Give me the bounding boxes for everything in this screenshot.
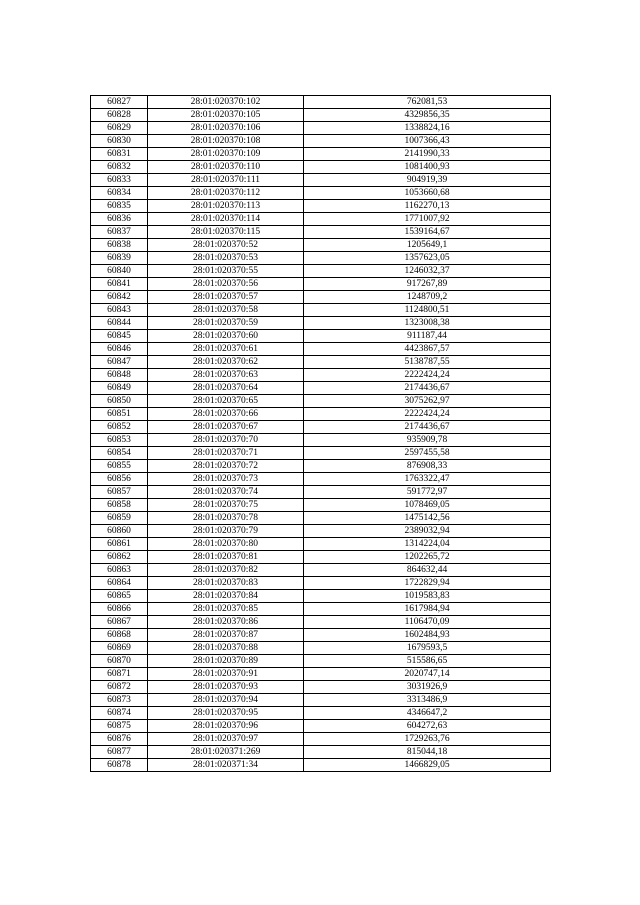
table-row bbox=[91, 200, 551, 213]
table-row bbox=[91, 694, 551, 707]
cadastral-number-cell: 28:01:020371:269 bbox=[148, 746, 304, 759]
value-cell: 1679593,5 bbox=[304, 642, 551, 655]
cadastral-number-cell: 28:01:020370:60 bbox=[148, 330, 304, 343]
cadastral-number-cell: 28:01:020370:78 bbox=[148, 512, 304, 525]
cadastral-number-cell: 28:01:020370:96 bbox=[148, 720, 304, 733]
table-row bbox=[91, 629, 551, 642]
value-cell: 911187,44 bbox=[304, 330, 551, 343]
table-row bbox=[91, 551, 551, 564]
value-cell: 1475142,56 bbox=[304, 512, 551, 525]
table-row bbox=[91, 395, 551, 408]
value-cell: 591772,97 bbox=[304, 486, 551, 499]
row-number-cell: 60877 bbox=[91, 746, 148, 759]
table-row bbox=[91, 122, 551, 135]
cadastral-number-cell: 28:01:020370:52 bbox=[148, 239, 304, 252]
row-number-cell: 60849 bbox=[91, 382, 148, 395]
row-number-cell: 60844 bbox=[91, 317, 148, 330]
cadastral-number-cell: 28:01:020370:59 bbox=[148, 317, 304, 330]
value-cell: 1602484,93 bbox=[304, 629, 551, 642]
cadastral-number-cell: 28:01:020370:105 bbox=[148, 109, 304, 122]
cadastral-number-cell: 28:01:020370:93 bbox=[148, 681, 304, 694]
row-number-cell: 60857 bbox=[91, 486, 148, 499]
value-cell: 1019583,83 bbox=[304, 590, 551, 603]
row-number-cell: 60831 bbox=[91, 148, 148, 161]
table-row bbox=[91, 382, 551, 395]
value-cell: 2141990,33 bbox=[304, 148, 551, 161]
cadastral-number-cell: 28:01:020370:71 bbox=[148, 447, 304, 460]
row-number-cell: 60856 bbox=[91, 473, 148, 486]
row-number-cell: 60828 bbox=[91, 109, 148, 122]
row-number-cell: 60830 bbox=[91, 135, 148, 148]
cadastral-number-cell: 28:01:020370:82 bbox=[148, 564, 304, 577]
cadastral-number-cell: 28:01:020370:63 bbox=[148, 369, 304, 382]
value-cell: 2174436,67 bbox=[304, 421, 551, 434]
table-row bbox=[91, 538, 551, 551]
row-number-cell: 60863 bbox=[91, 564, 148, 577]
row-number-cell: 60852 bbox=[91, 421, 148, 434]
table-row bbox=[91, 603, 551, 616]
cadastral-number-cell: 28:01:020370:89 bbox=[148, 655, 304, 668]
row-number-cell: 60859 bbox=[91, 512, 148, 525]
value-cell: 1202265,72 bbox=[304, 551, 551, 564]
cadastral-number-cell: 28:01:020370:83 bbox=[148, 577, 304, 590]
cadastral-number-cell: 28:01:020370:95 bbox=[148, 707, 304, 720]
value-cell: 2222424,24 bbox=[304, 369, 551, 382]
value-cell: 935909,78 bbox=[304, 434, 551, 447]
row-number-cell: 60846 bbox=[91, 343, 148, 356]
value-cell: 1771007,92 bbox=[304, 213, 551, 226]
row-number-cell: 60865 bbox=[91, 590, 148, 603]
table-row bbox=[91, 369, 551, 382]
table-row bbox=[91, 525, 551, 538]
value-cell: 3313486,9 bbox=[304, 694, 551, 707]
cadastral-number-cell: 28:01:020370:65 bbox=[148, 395, 304, 408]
cadastral-number-cell: 28:01:020370:62 bbox=[148, 356, 304, 369]
value-cell: 917267,89 bbox=[304, 278, 551, 291]
table-row bbox=[91, 330, 551, 343]
row-number-cell: 60839 bbox=[91, 252, 148, 265]
row-number-cell: 60836 bbox=[91, 213, 148, 226]
cadastral-number-cell: 28:01:020371:34 bbox=[148, 759, 304, 772]
table-row bbox=[91, 460, 551, 473]
value-cell: 1314224,04 bbox=[304, 538, 551, 551]
row-number-cell: 60864 bbox=[91, 577, 148, 590]
value-cell: 762081,53 bbox=[304, 96, 551, 109]
value-cell: 1338824,16 bbox=[304, 122, 551, 135]
cadastral-number-cell: 28:01:020370:102 bbox=[148, 96, 304, 109]
table-row bbox=[91, 642, 551, 655]
cadastral-number-cell: 28:01:020370:85 bbox=[148, 603, 304, 616]
table-row bbox=[91, 473, 551, 486]
table-row bbox=[91, 512, 551, 525]
value-cell: 1162270,13 bbox=[304, 200, 551, 213]
cadastral-number-cell: 28:01:020370:88 bbox=[148, 642, 304, 655]
table-row bbox=[91, 434, 551, 447]
table-row bbox=[91, 733, 551, 746]
value-cell: 4346647,2 bbox=[304, 707, 551, 720]
row-number-cell: 60868 bbox=[91, 629, 148, 642]
value-cell: 1539164,67 bbox=[304, 226, 551, 239]
cadastral-number-cell: 28:01:020370:73 bbox=[148, 473, 304, 486]
table-row bbox=[91, 109, 551, 122]
value-cell: 1357623,05 bbox=[304, 252, 551, 265]
table-row bbox=[91, 499, 551, 512]
value-cell: 1007366,43 bbox=[304, 135, 551, 148]
cadastral-number-cell: 28:01:020370:91 bbox=[148, 668, 304, 681]
table-row bbox=[91, 226, 551, 239]
row-number-cell: 60860 bbox=[91, 525, 148, 538]
cadastral-number-cell: 28:01:020370:110 bbox=[148, 161, 304, 174]
cadastral-number-cell: 28:01:020370:53 bbox=[148, 252, 304, 265]
table-row bbox=[91, 343, 551, 356]
row-number-cell: 60858 bbox=[91, 499, 148, 512]
table-row bbox=[91, 148, 551, 161]
table-row bbox=[91, 564, 551, 577]
value-cell: 2597455,58 bbox=[304, 447, 551, 460]
table-row bbox=[91, 252, 551, 265]
value-cell: 1763322,47 bbox=[304, 473, 551, 486]
row-number-cell: 60861 bbox=[91, 538, 148, 551]
value-cell: 1106470,09 bbox=[304, 616, 551, 629]
value-cell: 1729263,76 bbox=[304, 733, 551, 746]
row-number-cell: 60832 bbox=[91, 161, 148, 174]
cadastral-number-cell: 28:01:020370:108 bbox=[148, 135, 304, 148]
cadastral-number-cell: 28:01:020370:106 bbox=[148, 122, 304, 135]
row-number-cell: 60848 bbox=[91, 369, 148, 382]
value-cell: 1248709,2 bbox=[304, 291, 551, 304]
cadastral-number-cell: 28:01:020370:74 bbox=[148, 486, 304, 499]
value-cell: 1617984,94 bbox=[304, 603, 551, 616]
table-row bbox=[91, 213, 551, 226]
cadastral-number-cell: 28:01:020370:109 bbox=[148, 148, 304, 161]
value-cell: 2222424,24 bbox=[304, 408, 551, 421]
row-number-cell: 60873 bbox=[91, 694, 148, 707]
table-row bbox=[91, 759, 551, 772]
value-cell: 4423867,57 bbox=[304, 343, 551, 356]
cadastral-number-cell: 28:01:020370:70 bbox=[148, 434, 304, 447]
row-number-cell: 60843 bbox=[91, 304, 148, 317]
cadastral-number-cell: 28:01:020370:61 bbox=[148, 343, 304, 356]
value-cell: 904919,39 bbox=[304, 174, 551, 187]
table-row bbox=[91, 707, 551, 720]
cadastral-number-cell: 28:01:020370:94 bbox=[148, 694, 304, 707]
value-cell: 1124800,51 bbox=[304, 304, 551, 317]
value-cell: 1246032,37 bbox=[304, 265, 551, 278]
table-row bbox=[91, 187, 551, 200]
row-number-cell: 60850 bbox=[91, 395, 148, 408]
value-cell: 864632,44 bbox=[304, 564, 551, 577]
value-cell: 1323008,38 bbox=[304, 317, 551, 330]
table-body bbox=[91, 96, 551, 772]
value-cell: 515586,65 bbox=[304, 655, 551, 668]
cadastral-number-cell: 28:01:020370:58 bbox=[148, 304, 304, 317]
cadastral-number-cell: 28:01:020370:56 bbox=[148, 278, 304, 291]
cadastral-number-cell: 28:01:020370:72 bbox=[148, 460, 304, 473]
row-number-cell: 60853 bbox=[91, 434, 148, 447]
cadastral-value-table bbox=[90, 95, 551, 772]
value-cell: 815044,18 bbox=[304, 746, 551, 759]
row-number-cell: 60837 bbox=[91, 226, 148, 239]
row-number-cell: 60841 bbox=[91, 278, 148, 291]
table-row bbox=[91, 421, 551, 434]
value-cell: 1205649,1 bbox=[304, 239, 551, 252]
table-row bbox=[91, 720, 551, 733]
cadastral-number-cell: 28:01:020370:79 bbox=[148, 525, 304, 538]
table-row bbox=[91, 655, 551, 668]
cadastral-number-cell: 28:01:020370:80 bbox=[148, 538, 304, 551]
cadastral-number-cell: 28:01:020370:64 bbox=[148, 382, 304, 395]
cadastral-number-cell: 28:01:020370:114 bbox=[148, 213, 304, 226]
table-row bbox=[91, 239, 551, 252]
row-number-cell: 60866 bbox=[91, 603, 148, 616]
row-number-cell: 60833 bbox=[91, 174, 148, 187]
value-cell: 2020747,14 bbox=[304, 668, 551, 681]
table-row bbox=[91, 161, 551, 174]
cadastral-number-cell: 28:01:020370:111 bbox=[148, 174, 304, 187]
row-number-cell: 60854 bbox=[91, 447, 148, 460]
value-cell: 2174436,67 bbox=[304, 382, 551, 395]
value-cell: 1053660,68 bbox=[304, 187, 551, 200]
table-row bbox=[91, 317, 551, 330]
table-row bbox=[91, 746, 551, 759]
cadastral-number-cell: 28:01:020370:66 bbox=[148, 408, 304, 421]
value-cell: 876908,33 bbox=[304, 460, 551, 473]
table-row bbox=[91, 616, 551, 629]
table-row bbox=[91, 356, 551, 369]
row-number-cell: 60838 bbox=[91, 239, 148, 252]
row-number-cell: 60869 bbox=[91, 642, 148, 655]
table-row bbox=[91, 291, 551, 304]
value-cell: 1078469,05 bbox=[304, 499, 551, 512]
table-row bbox=[91, 278, 551, 291]
table-row bbox=[91, 265, 551, 278]
row-number-cell: 60851 bbox=[91, 408, 148, 421]
value-cell: 5138787,55 bbox=[304, 356, 551, 369]
table-row bbox=[91, 447, 551, 460]
row-number-cell: 60842 bbox=[91, 291, 148, 304]
row-number-cell: 60827 bbox=[91, 96, 148, 109]
table-row bbox=[91, 135, 551, 148]
row-number-cell: 60870 bbox=[91, 655, 148, 668]
row-number-cell: 60840 bbox=[91, 265, 148, 278]
cadastral-number-cell: 28:01:020370:57 bbox=[148, 291, 304, 304]
cadastral-number-cell: 28:01:020370:97 bbox=[148, 733, 304, 746]
row-number-cell: 60867 bbox=[91, 616, 148, 629]
row-number-cell: 60878 bbox=[91, 759, 148, 772]
row-number-cell: 60829 bbox=[91, 122, 148, 135]
table-row bbox=[91, 408, 551, 421]
cadastral-number-cell: 28:01:020370:112 bbox=[148, 187, 304, 200]
row-number-cell: 60862 bbox=[91, 551, 148, 564]
value-cell: 604272,63 bbox=[304, 720, 551, 733]
cadastral-number-cell: 28:01:020370:75 bbox=[148, 499, 304, 512]
cadastral-number-cell: 28:01:020370:113 bbox=[148, 200, 304, 213]
value-cell: 1722829,94 bbox=[304, 577, 551, 590]
row-number-cell: 60874 bbox=[91, 707, 148, 720]
cadastral-number-cell: 28:01:020370:87 bbox=[148, 629, 304, 642]
row-number-cell: 60847 bbox=[91, 356, 148, 369]
row-number-cell: 60871 bbox=[91, 668, 148, 681]
value-cell: 3031926,9 bbox=[304, 681, 551, 694]
value-cell: 3075262,97 bbox=[304, 395, 551, 408]
table-row bbox=[91, 590, 551, 603]
table-row bbox=[91, 304, 551, 317]
row-number-cell: 60835 bbox=[91, 200, 148, 213]
value-cell: 2389032,94 bbox=[304, 525, 551, 538]
table-row bbox=[91, 96, 551, 109]
row-number-cell: 60855 bbox=[91, 460, 148, 473]
cadastral-number-cell: 28:01:020370:67 bbox=[148, 421, 304, 434]
cadastral-number-cell: 28:01:020370:86 bbox=[148, 616, 304, 629]
cadastral-number-cell: 28:01:020370:84 bbox=[148, 590, 304, 603]
value-cell: 4329856,35 bbox=[304, 109, 551, 122]
table-row bbox=[91, 668, 551, 681]
row-number-cell: 60845 bbox=[91, 330, 148, 343]
table-row bbox=[91, 174, 551, 187]
value-cell: 1466829,05 bbox=[304, 759, 551, 772]
table-row bbox=[91, 577, 551, 590]
row-number-cell: 60875 bbox=[91, 720, 148, 733]
table-row bbox=[91, 486, 551, 499]
cadastral-number-cell: 28:01:020370:55 bbox=[148, 265, 304, 278]
row-number-cell: 60834 bbox=[91, 187, 148, 200]
row-number-cell: 60872 bbox=[91, 681, 148, 694]
table-row bbox=[91, 681, 551, 694]
value-cell: 1081400,93 bbox=[304, 161, 551, 174]
row-number-cell: 60876 bbox=[91, 733, 148, 746]
cadastral-number-cell: 28:01:020370:115 bbox=[148, 226, 304, 239]
cadastral-number-cell: 28:01:020370:81 bbox=[148, 551, 304, 564]
